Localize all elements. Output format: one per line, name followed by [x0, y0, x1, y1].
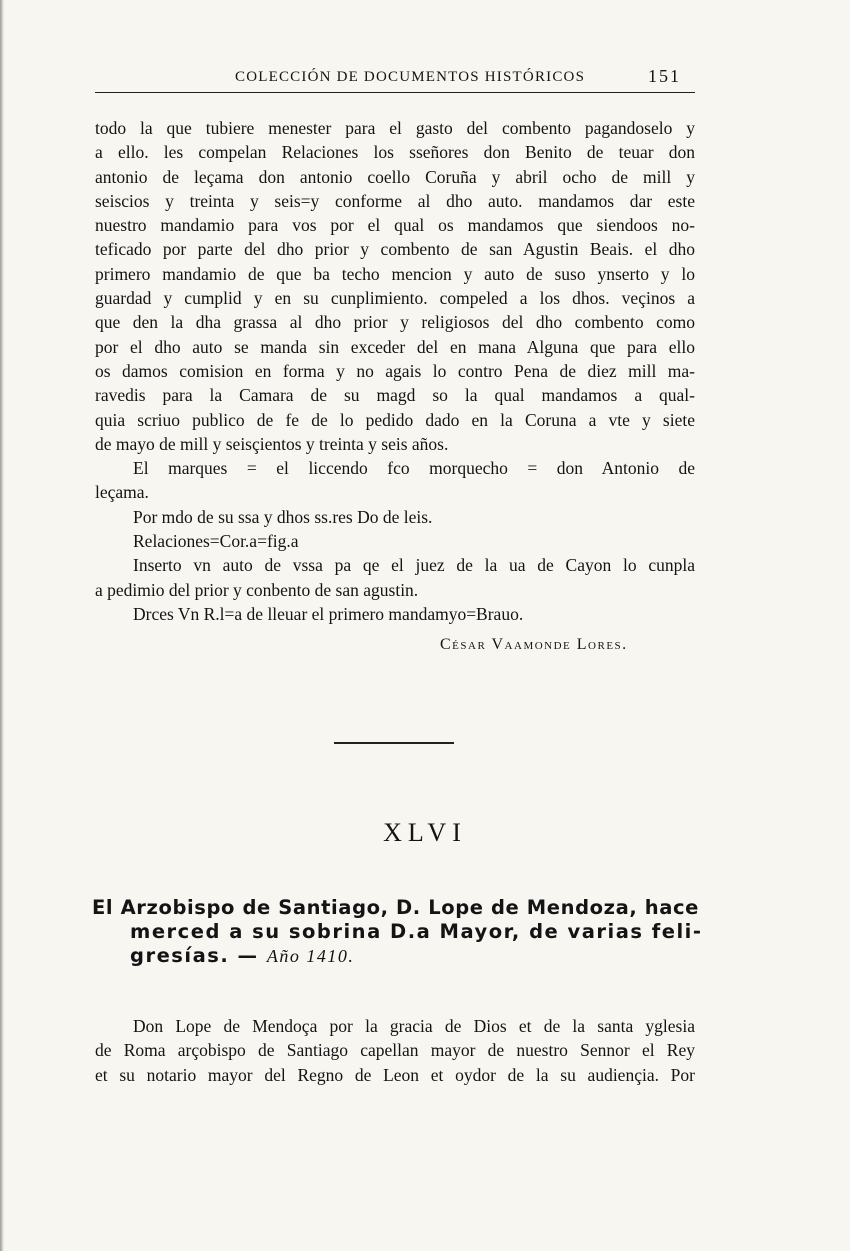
text-line: quia scriuo publico de fe de lo pedido dado en la Coruna a vte y siete [95, 409, 695, 430]
section-numeral: XLVI [383, 818, 467, 847]
text-line: nuestro mandamio para vos por el qual os mandamos que siendoos no- [95, 215, 695, 236]
page-number: 151 [648, 66, 681, 86]
text-line: Don Lope de Mendoça por la gracia de Dios et de la santa yglesia [133, 1016, 695, 1036]
text-line: seiscios y treinta y seis=y conforme al dho auto. mandamos dar este [95, 190, 695, 211]
section-text [95, 1014, 695, 1087]
text-line: de mayo de mill y seisçientos y treinta y seis años. [95, 433, 449, 454]
text-line: primero mandamio de que ba techo mencion y auto de suso ynserto y lo [95, 263, 695, 284]
section-heading [92, 896, 703, 968]
text-line: El marques = el liccendo fco morquecho = don Antonio de [133, 458, 695, 479]
text-line: a ello. les compelan Relaciones los sseñores don Benito de teuar don [95, 142, 695, 163]
text-line: os damos comision en forma y no agais lo contro Pena de diez mill ma- [95, 360, 695, 381]
text-line: de Roma arçobispo de Santiago capellan mayor de nuestro Sennor el Rey [95, 1040, 695, 1061]
scan-edge [0, 0, 4, 1251]
heading-line [92, 944, 698, 968]
heading-line: El Arzobispo de Santiago, D. Lope de Mendoza, hace [92, 896, 699, 919]
document-text [95, 116, 695, 626]
text-line: guardad y cumplid y en su cunplimiento. compeled a los dhos. veçinos a [95, 288, 695, 309]
text-line: et su notario mayor del Regno de Leon et oydor de la su audiençia. Por [95, 1064, 695, 1085]
signature: César Vaamonde Lores. [440, 636, 628, 653]
text-line: que den la dha grassa al dho prior y religiosos del dho combento como [95, 312, 695, 333]
text-line: leçama. [95, 482, 149, 503]
heading-line-text: gresías. — [130, 944, 259, 967]
text-line: por el dho auto se manda sin exceder del en mana Alguna que para ello [95, 336, 695, 357]
text-line: Inserto vn auto de vssa pa qe el juez de la ua de Cayon lo cunpla [133, 555, 695, 576]
page-header [95, 64, 695, 93]
text-line: Por mdo de su ssa y dhos ss.res Do de leis. [133, 506, 433, 527]
text-line: antonio de leçama don antonio coello Coruña y abril ocho de mill y [95, 166, 695, 187]
text-line: Relaciones=Cor.a=fig.a [133, 531, 299, 552]
text-line: ravedis para la Camara de su magd so la qual mandamos a qual- [95, 385, 695, 406]
heading-date: Año 1410. [266, 946, 355, 966]
section-divider [334, 742, 454, 744]
text-line: teficado por parte del dho prior y combento de san Agustin Beais. el dho [95, 239, 695, 260]
text-line: Drces Vn R.l=a de lleuar el primero mandamyo=Brauo. [133, 603, 524, 624]
text-line: a pedimio del prior y conbento de san agustin. [95, 579, 419, 600]
running-title: COLECCIÓN DE DOCUMENTOS HISTÓRICOS [235, 69, 586, 85]
heading-line: merced a su sobrina D.a Mayor, de varias feli- [130, 920, 703, 943]
text-line: todo la que tubiere menester para el gasto del combento pagandoselo y [95, 118, 695, 138]
